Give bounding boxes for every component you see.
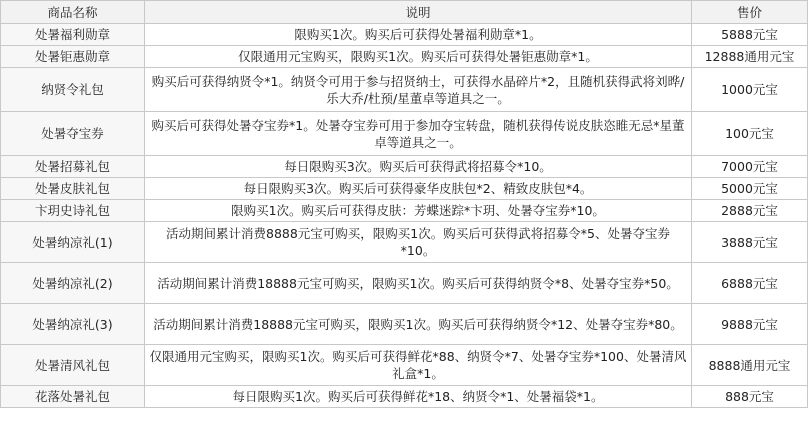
item-name: 卞玥史诗礼包 <box>1 200 145 222</box>
item-price: 100元宝 <box>692 112 808 156</box>
item-price: 888元宝 <box>692 386 808 408</box>
table-row <box>1 46 808 68</box>
table-row <box>1 24 808 46</box>
item-description: 限购买1次。购买后可获得皮肤：芳蝶迷踪*卞玥、处暑夺宝券*10。 <box>145 200 692 222</box>
item-name: 处暑纳凉礼(3) <box>1 304 145 345</box>
table-row <box>1 178 808 200</box>
item-price: 6888元宝 <box>692 263 808 304</box>
item-name: 处暑纳凉礼(2) <box>1 263 145 304</box>
item-description: 购买后可获得处暑夺宝券*1。处暑夺宝券可用于参加夺宝转盘，随机获得传说皮肤恣睢无忌*星董卓等道具之一。 <box>145 112 692 156</box>
item-name: 处暑福利勋章 <box>1 24 145 46</box>
item-name: 处暑清风礼包 <box>1 345 145 386</box>
item-name: 处暑招募礼包 <box>1 156 145 178</box>
item-price: 5000元宝 <box>692 178 808 200</box>
table-row <box>1 156 808 178</box>
item-description: 每日限购买3次。购买后可获得豪华皮肤包*2、精致皮肤包*4。 <box>145 178 692 200</box>
header-price: 售价 <box>692 1 808 24</box>
item-price: 3888元宝 <box>692 222 808 263</box>
item-name: 处暑夺宝券 <box>1 112 145 156</box>
item-price: 2888元宝 <box>692 200 808 222</box>
table-row <box>1 68 808 112</box>
item-description: 活动期间累计消费18888元宝可购买，限购买1次。购买后可获得纳贤令*12、处暑夺宝券*80。 <box>145 304 692 345</box>
item-description: 仅限通用元宝购买，限购买1次。购买后可获得鲜花*88、纳贤令*7、处暑夺宝券*100、处暑清风礼盒*1。 <box>145 345 692 386</box>
item-name: 处暑皮肤礼包 <box>1 178 145 200</box>
table-row <box>1 386 808 408</box>
item-description: 每日限购买1次。购买后可获得鲜花*18、纳贤令*1、处暑福袋*1。 <box>145 386 692 408</box>
item-price: 5888元宝 <box>692 24 808 46</box>
header-description: 说明 <box>145 1 692 24</box>
header-item-name: 商品名称 <box>1 1 145 24</box>
table-row <box>1 345 808 386</box>
item-price: 1000元宝 <box>692 68 808 112</box>
table-row <box>1 263 808 304</box>
item-description: 购买后可获得纳贤令*1。纳贤令可用于参与招贤纳士，可获得水晶碎片*2，且随机获得武将刘晔/乐大乔/杜预/星董卓等道具之一。 <box>145 68 692 112</box>
item-description: 限购买1次。购买后可获得处暑福利勋章*1。 <box>145 24 692 46</box>
item-name: 处暑纳凉礼(1) <box>1 222 145 263</box>
item-name: 花落处暑礼包 <box>1 386 145 408</box>
item-description: 每日限购买3次。购买后可获得武将招募令*10。 <box>145 156 692 178</box>
item-price: 7000元宝 <box>692 156 808 178</box>
item-price: 12888通用元宝 <box>692 46 808 68</box>
item-name: 处暑钜惠勋章 <box>1 46 145 68</box>
item-description: 仅限通用元宝购买，限购买1次。购买后可获得处暑钜惠勋章*1。 <box>145 46 692 68</box>
table-row <box>1 304 808 345</box>
item-description: 活动期间累计消费8888元宝可购买，限购买1次。购买后可获得武将招募令*5、处暑夺宝券*10。 <box>145 222 692 263</box>
item-price: 9888元宝 <box>692 304 808 345</box>
item-description: 活动期间累计消费18888元宝可购买，限购买1次。购买后可获得纳贤令*8、处暑夺宝券*50。 <box>145 263 692 304</box>
table-header-row <box>1 1 808 24</box>
item-name: 纳贤令礼包 <box>1 68 145 112</box>
table-row <box>1 222 808 263</box>
table-row <box>1 112 808 156</box>
item-price: 8888通用元宝 <box>692 345 808 386</box>
table-row <box>1 200 808 222</box>
